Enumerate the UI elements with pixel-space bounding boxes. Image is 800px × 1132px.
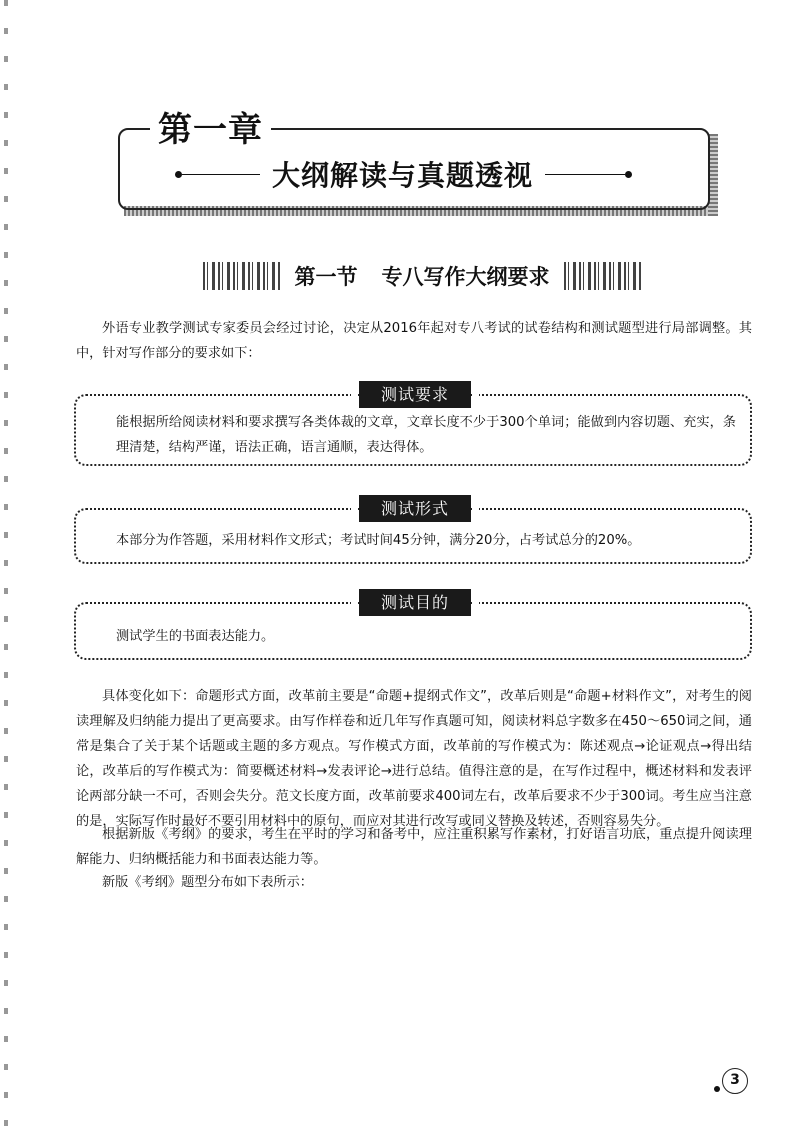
barcode-ornament-right: [564, 262, 642, 290]
format-box-label: 测试形式: [359, 495, 471, 522]
barcode-ornament-left: [203, 262, 281, 290]
format-box-text: 本部分为作答题，采用材料作文形式；考试时间45分钟，满分20分，占考试总分的20%。: [116, 533, 641, 548]
requirements-box: [74, 385, 752, 466]
purpose-box-label: 测试目的: [359, 589, 471, 616]
section-number: 第一节: [294, 265, 358, 289]
chapter-label: 第一章: [150, 110, 271, 150]
format-box: [74, 499, 752, 564]
ornament-rule-right: [545, 174, 625, 175]
section-header: [172, 256, 672, 296]
ornament-rule-left: [182, 174, 260, 175]
requirements-box-text: 能根据所给阅读材料和要求撰写各类体裁的文章，文章长度不少于300个单词；能做到内容切题、充实，条理清楚，结构严谨，语法正确，语言通顺，表达得体。: [116, 415, 736, 455]
purpose-box: [74, 593, 752, 660]
purpose-box-text: 测试学生的书面表达能力。: [116, 629, 275, 644]
ornament-dot-right: [625, 171, 632, 178]
intro-paragraph: 外语专业教学测试专家委员会经过讨论，决定从2016年起对专八考试的试卷结构和测试题型进行局部调整。其中，针对写作部分的要求如下：: [76, 321, 752, 361]
section-title-wrap: [281, 261, 564, 291]
binding-marks: [4, 0, 8, 1132]
chapter-title-row: [175, 152, 645, 196]
page-number-dot: [714, 1086, 720, 1092]
body-paragraph-changes: 具体变化如下：命题形式方面，改革前主要是“命题+提纲式作文”，改革后则是“命题+材料作文”，对考生的阅读理解及归纳能力提出了更高要求。由写作样卷和近几年写作真题可知，阅读材料总字数多在450～650词之间，通常是集合了关于某个话题或主题的多方观点。写作模式方面，改革前的写作模式为：陈述观点→论证观点→得出结论，改革后的写作模式为：简要概述材料→发表评论→进行总结。值得注意的是，在写作过程中，概述材料和发表评论两部分缺一不可，否则会失分。范文长度方面，改革前要求400词左右，改革后要求不少于300词。考生应当注意的是，实际写作时最好不要引用材料中的原句，而应对其进行改写或同义替换及转述，否则容易失分。: [76, 689, 752, 829]
body-paragraph-advice: 根据新版《考纲》的要求，考生在平时的学习和备考中，应注重积累写作素材，打好语言功底，重点提升阅读理解能力、归纳概括能力和书面表达能力等。: [76, 827, 752, 867]
chapter-title: 大纲解读与真题透视: [272, 159, 534, 192]
requirements-box-label: 测试要求: [359, 381, 471, 408]
body-paragraph-table-intro: 新版《考纲》题型分布如下表所示：: [102, 875, 313, 890]
ornament-dot-left: [175, 171, 182, 178]
page-number: 3: [722, 1068, 748, 1094]
section-title: 专八写作大纲要求: [381, 265, 550, 289]
